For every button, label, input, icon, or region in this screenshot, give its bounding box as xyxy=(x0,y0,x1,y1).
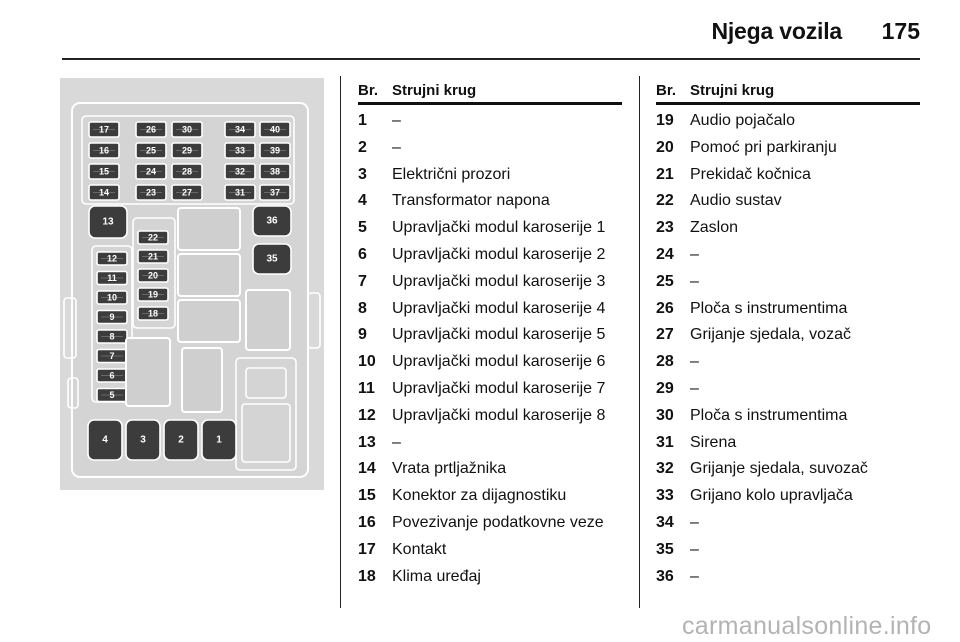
page-title: Njega vozila xyxy=(711,18,842,44)
circuit-name: Konektor za dijagnostiku xyxy=(392,487,567,505)
table-row xyxy=(358,241,622,268)
circuit-name: Povezivanje podatkovne veze xyxy=(392,513,604,531)
fuse-number: 35 xyxy=(656,540,674,558)
fuse-number: 30 xyxy=(656,406,674,424)
fuse-label: 2 xyxy=(178,434,184,446)
table-row xyxy=(656,375,920,402)
fuse-table-right xyxy=(656,80,920,589)
relay-slot xyxy=(178,254,240,296)
fuse-label: 21 xyxy=(147,251,159,262)
circuit-name: Upravljački modul karoserije 2 xyxy=(392,245,606,263)
circuit-name: Električni prozori xyxy=(392,165,511,183)
circuit-name: Upravljački modul karoserije 8 xyxy=(392,406,606,424)
table-row xyxy=(656,268,920,295)
table-row xyxy=(656,134,920,161)
fuse-number: 31 xyxy=(656,433,674,451)
fuse-label: 5 xyxy=(109,389,115,400)
circuit-name: Kontakt xyxy=(392,540,447,558)
fuse-label: 33 xyxy=(234,145,246,156)
circuit-name: – xyxy=(392,138,401,156)
fuse-number: 16 xyxy=(358,513,376,531)
fuse-label: 22 xyxy=(147,232,159,243)
table-row xyxy=(358,348,622,375)
fuse-number: 1 xyxy=(358,112,367,129)
circuit-name: Klima uređaj xyxy=(392,567,481,585)
circuit-name: – xyxy=(690,540,699,558)
fuse-label: 6 xyxy=(109,370,115,381)
relay-slot xyxy=(182,348,222,412)
table-header xyxy=(656,80,920,102)
circuit-name: Vrata prtljažnika xyxy=(392,460,507,478)
table-row xyxy=(656,402,920,429)
fuse-number: 7 xyxy=(358,272,367,290)
circuit-name: – xyxy=(690,245,699,263)
circuit-name: Pomoć pri parkiranju xyxy=(690,138,837,156)
circuit-name: Zaslon xyxy=(690,219,739,237)
circuit-name: Sirena xyxy=(690,433,737,451)
fuse-label: 17 xyxy=(98,124,110,135)
fuse-label: 26 xyxy=(145,124,157,135)
fuse-number: 28 xyxy=(656,353,674,371)
table-rows xyxy=(358,107,622,589)
fuse-number: 6 xyxy=(358,245,367,263)
fuse-number: 36 xyxy=(656,567,674,585)
fuse-label: 23 xyxy=(145,187,157,198)
circuit-name: Ploča s instrumentima xyxy=(690,406,848,424)
fuse-number: 23 xyxy=(656,219,674,237)
fuse-number: 12 xyxy=(358,406,376,424)
table-row xyxy=(358,563,622,590)
table-header xyxy=(358,80,622,102)
table-header-rule xyxy=(656,102,920,105)
fuse-label: 15 xyxy=(98,166,110,177)
fuse-number: 2 xyxy=(358,138,367,156)
fuse-box-diagram xyxy=(60,78,324,490)
relay-slot xyxy=(178,300,240,342)
fuse-label: 4 xyxy=(102,434,108,446)
table-header-rule xyxy=(358,102,622,105)
circuit-name: – xyxy=(392,433,401,451)
fuse-number: 21 xyxy=(656,165,674,183)
header-name: Strujni krug xyxy=(392,82,477,99)
fuse-label: 20 xyxy=(147,270,159,281)
fuse-label: 3 xyxy=(140,434,146,446)
table-row xyxy=(656,214,920,241)
table-row xyxy=(358,321,622,348)
fuse-number: 17 xyxy=(358,540,376,558)
table-row xyxy=(358,375,622,402)
table-row xyxy=(656,563,920,590)
circuit-name: Audio pojačalo xyxy=(690,112,795,129)
fuse-number: 10 xyxy=(358,353,376,371)
fuse-number: 11 xyxy=(358,379,375,397)
fuse-number: 8 xyxy=(358,299,367,317)
circuit-name: Upravljački modul karoserije 3 xyxy=(392,272,606,290)
table-row xyxy=(656,482,920,509)
fuse-table-left xyxy=(358,80,622,589)
table-row xyxy=(358,536,622,563)
table-row xyxy=(656,241,920,268)
fuse-label: 1 xyxy=(216,434,222,446)
fuse-number: 22 xyxy=(656,192,674,210)
table-row xyxy=(358,161,622,188)
fuse-label: 32 xyxy=(234,166,246,177)
header-no: Br. xyxy=(358,82,379,99)
page-header xyxy=(0,0,960,62)
circuit-name: – xyxy=(690,353,699,371)
fuse-label: 31 xyxy=(234,187,246,198)
fuse-label: 40 xyxy=(269,124,281,135)
circuit-name: – xyxy=(690,567,699,585)
table-row xyxy=(656,161,920,188)
header-name: Strujni krug xyxy=(690,82,775,99)
fuse-number: 34 xyxy=(656,513,674,531)
column-divider-right xyxy=(639,76,640,608)
fuse-label: 27 xyxy=(181,187,193,198)
table-row xyxy=(358,482,622,509)
circuit-name: Ploča s instrumentima xyxy=(690,299,848,317)
circuit-name: Grijano kolo upravljača xyxy=(690,487,853,505)
fuse-number: 13 xyxy=(358,433,376,451)
fuse-label: 12 xyxy=(106,253,118,264)
fuse-number: 26 xyxy=(656,299,674,317)
relay-slot xyxy=(178,208,240,250)
header-rule xyxy=(62,58,920,60)
circuit-name: – xyxy=(392,112,401,129)
table-row xyxy=(358,134,622,161)
relay-slot xyxy=(126,338,170,406)
watermark: carmanualsonline.info xyxy=(682,612,932,640)
fuse-number: 19 xyxy=(656,112,674,129)
fuse-label: 36 xyxy=(266,215,278,227)
fuse-label: 34 xyxy=(234,124,246,135)
fuse-number: 29 xyxy=(656,379,674,397)
fuse-label: 28 xyxy=(181,166,193,177)
table-rows xyxy=(656,107,920,589)
fuse-number: 32 xyxy=(656,460,674,478)
fuse-number: 24 xyxy=(656,245,674,263)
fuse-number: 4 xyxy=(358,192,367,210)
fuse-label: 10 xyxy=(106,292,118,303)
relay-slot xyxy=(246,290,290,350)
fuse-label: 29 xyxy=(181,145,193,156)
table-row xyxy=(358,268,622,295)
table-row xyxy=(358,455,622,482)
table-row xyxy=(656,107,920,134)
fuse-number: 14 xyxy=(358,460,376,478)
table-row xyxy=(656,455,920,482)
fuse-label: 14 xyxy=(98,187,110,198)
circuit-name: – xyxy=(690,272,699,290)
circuit-name: Upravljački modul karoserije 5 xyxy=(392,326,606,344)
fuse-label: 19 xyxy=(147,289,159,300)
fuse-number: 33 xyxy=(656,487,674,505)
table-row xyxy=(656,536,920,563)
fuse-number: 25 xyxy=(656,272,674,290)
fuse-number: 18 xyxy=(358,567,376,585)
table-row xyxy=(358,509,622,536)
fuse-label: 8 xyxy=(109,331,115,342)
fuse-label: 13 xyxy=(102,216,114,228)
table-row xyxy=(358,295,622,322)
fuse-number: 5 xyxy=(358,219,367,237)
fuse-label: 9 xyxy=(109,311,115,322)
circuit-name: Prekidač kočnica xyxy=(690,165,811,183)
table-row xyxy=(358,429,622,456)
table-row xyxy=(656,429,920,456)
fuse-label: 37 xyxy=(269,187,281,198)
fuse-number: 15 xyxy=(358,487,376,505)
table-row xyxy=(656,509,920,536)
circuit-name: Upravljački modul karoserije 7 xyxy=(392,379,606,397)
fuse-number: 3 xyxy=(358,165,367,183)
circuit-name: Upravljački modul karoserije 1 xyxy=(392,219,606,237)
table-row xyxy=(656,321,920,348)
circuit-name: – xyxy=(690,513,699,531)
fuse-number: 9 xyxy=(358,326,367,344)
circuit-name: Grijanje sjedala, vozač xyxy=(690,326,851,344)
fuse-label: 24 xyxy=(145,166,157,177)
circuit-name: – xyxy=(690,379,699,397)
fuse-number: 20 xyxy=(656,138,674,156)
table-row xyxy=(358,214,622,241)
fuse-label: 38 xyxy=(269,166,281,177)
fuse-label: 30 xyxy=(181,124,193,135)
fuse-label: 18 xyxy=(147,308,159,319)
table-row xyxy=(358,187,622,214)
circuit-name: Upravljački modul karoserije 6 xyxy=(392,353,606,371)
fuse-label: 35 xyxy=(266,253,278,265)
table-row xyxy=(656,348,920,375)
table-row xyxy=(358,107,622,134)
table-row xyxy=(656,295,920,322)
fuse-label: 7 xyxy=(109,350,115,361)
fuse-label: 16 xyxy=(98,145,110,156)
column-divider-left xyxy=(340,76,341,608)
circuit-name: Upravljački modul karoserije 4 xyxy=(392,299,606,317)
table-row xyxy=(656,187,920,214)
table-row xyxy=(358,402,622,429)
fuse-label: 39 xyxy=(269,145,281,156)
circuit-name: Grijanje sjedala, suvozač xyxy=(690,460,868,478)
circuit-name: Transformator napona xyxy=(392,192,550,210)
circuit-name: Audio sustav xyxy=(690,192,782,210)
fuse-label: 25 xyxy=(145,145,157,156)
page-number: 175 xyxy=(881,18,920,44)
fuse-box-svg xyxy=(60,78,324,490)
fuse-label: 11 xyxy=(107,272,117,283)
fuse-number: 27 xyxy=(656,326,674,344)
header-no: Br. xyxy=(656,82,677,99)
